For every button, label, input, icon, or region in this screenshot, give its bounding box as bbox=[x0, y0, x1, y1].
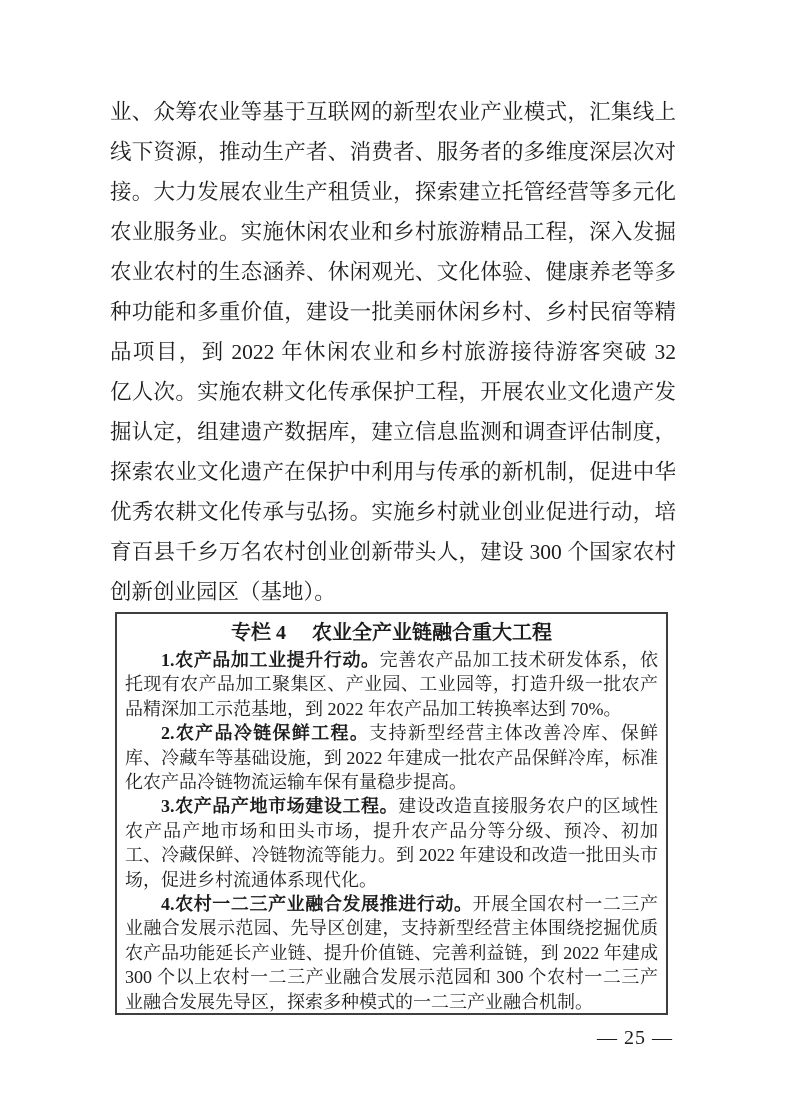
panel-item-lead: 2.农产品冷链保鲜工程。 bbox=[161, 723, 370, 744]
body-line: 种功能和多重价值，建设一批美丽休闲乡村、乡村民宿等精 bbox=[110, 300, 676, 324]
body-paragraph bbox=[110, 92, 676, 612]
panel-item: 4.农村一二三产业融合发展推进行动。开展全国农村一二三产业融合发展示范园、先导区创建，支持新型经营主体围绕挖掘优质农产品功能延长产业链、提升价值链、完善利益链，到 2022 年建成 300 个以上农村一二三产业融合发展示范园和 300 个农村一二三产业融合发展先导区，探索多种模式的一二三产业融合机制。 bbox=[125, 894, 659, 1012]
body-line: 掘认定，组建遗产数据库，建立信息监测和调查评估制度， bbox=[110, 420, 676, 444]
panel-title bbox=[125, 618, 658, 648]
body-line: 业、众筹农业等基于互联网的新型农业产业模式，汇集线上 bbox=[110, 100, 676, 124]
panel-item-lead: 1.农产品加工业提升行动。 bbox=[161, 650, 380, 670]
panel-item: 2.农产品冷链保鲜工程。支持新型经营主体改善冷库、保鲜库、冷藏车等基础设施，到 2022 年建成一批农产品保鲜冷库，标准化农产品冷链物流运输车保有量稳步提高。 bbox=[125, 723, 659, 793]
special-column-panel bbox=[115, 612, 668, 1015]
body-line: 农业服务业。实施休闲农业和乡村旅游精品工程，深入发掘 bbox=[110, 220, 676, 244]
panel-item: 1.农产品加工业提升行动。完善农产品加工技术研发体系，依托现有农产品加工聚集区、产业园、工业园等，打造升级一批农产品精深加工示范基地，到 2022 年农产品加工转换率达到 70%。 bbox=[125, 650, 659, 719]
page-number: — 25 — bbox=[597, 1027, 673, 1049]
panel-item-lead: 3.农产品产地市场建设工程。 bbox=[161, 796, 399, 817]
body-line: 接。大力发展农业生产租赁业，探索建立托管经营等多元化 bbox=[110, 180, 676, 204]
body-line: 农业农村的生态涵养、休闲观光、文化体验、健康养老等多 bbox=[110, 260, 676, 284]
panel-title-text: 农业全产业链融合重大工程 bbox=[312, 622, 552, 644]
body-line: 线下资源，推动生产者、消费者、服务者的多维度深层次对 bbox=[110, 140, 676, 164]
body-line: 亿人次。实施农耕文化传承保护工程，开展农业文化遗产发 bbox=[110, 380, 676, 404]
body-line: 探索农业文化遗产在保护中利用与传承的新机制，促进中华 bbox=[110, 460, 676, 484]
panel-item-lead: 4.农村一二三产业融合发展推进行动。 bbox=[161, 894, 473, 915]
body-line: 育百县千乡万名农村创业创新带头人，建设 300 个国家农村 bbox=[110, 540, 676, 564]
body-line: 优秀农耕文化传承与弘扬。实施乡村就业创业促进行动，培 bbox=[110, 500, 676, 524]
panel-label: 专栏 4 bbox=[231, 622, 286, 644]
body-line: 品项目，到 2022 年休闲农业和乡村旅游接待游客突破 32 bbox=[110, 340, 676, 364]
body-line: 创新创业园区（基地）。 bbox=[110, 580, 336, 604]
panel-item: 3.农产品产地市场建设工程。建设改造直接服务农户的区域性农产品产地市场和田头市场，提升农产品分等分级、预冷、初加工、冷藏保鲜、冷链物流等能力。到 2022 年建设和改造一批田头市场，促进乡村流通体系现代化。 bbox=[125, 796, 658, 890]
panel-items bbox=[125, 648, 658, 1014]
